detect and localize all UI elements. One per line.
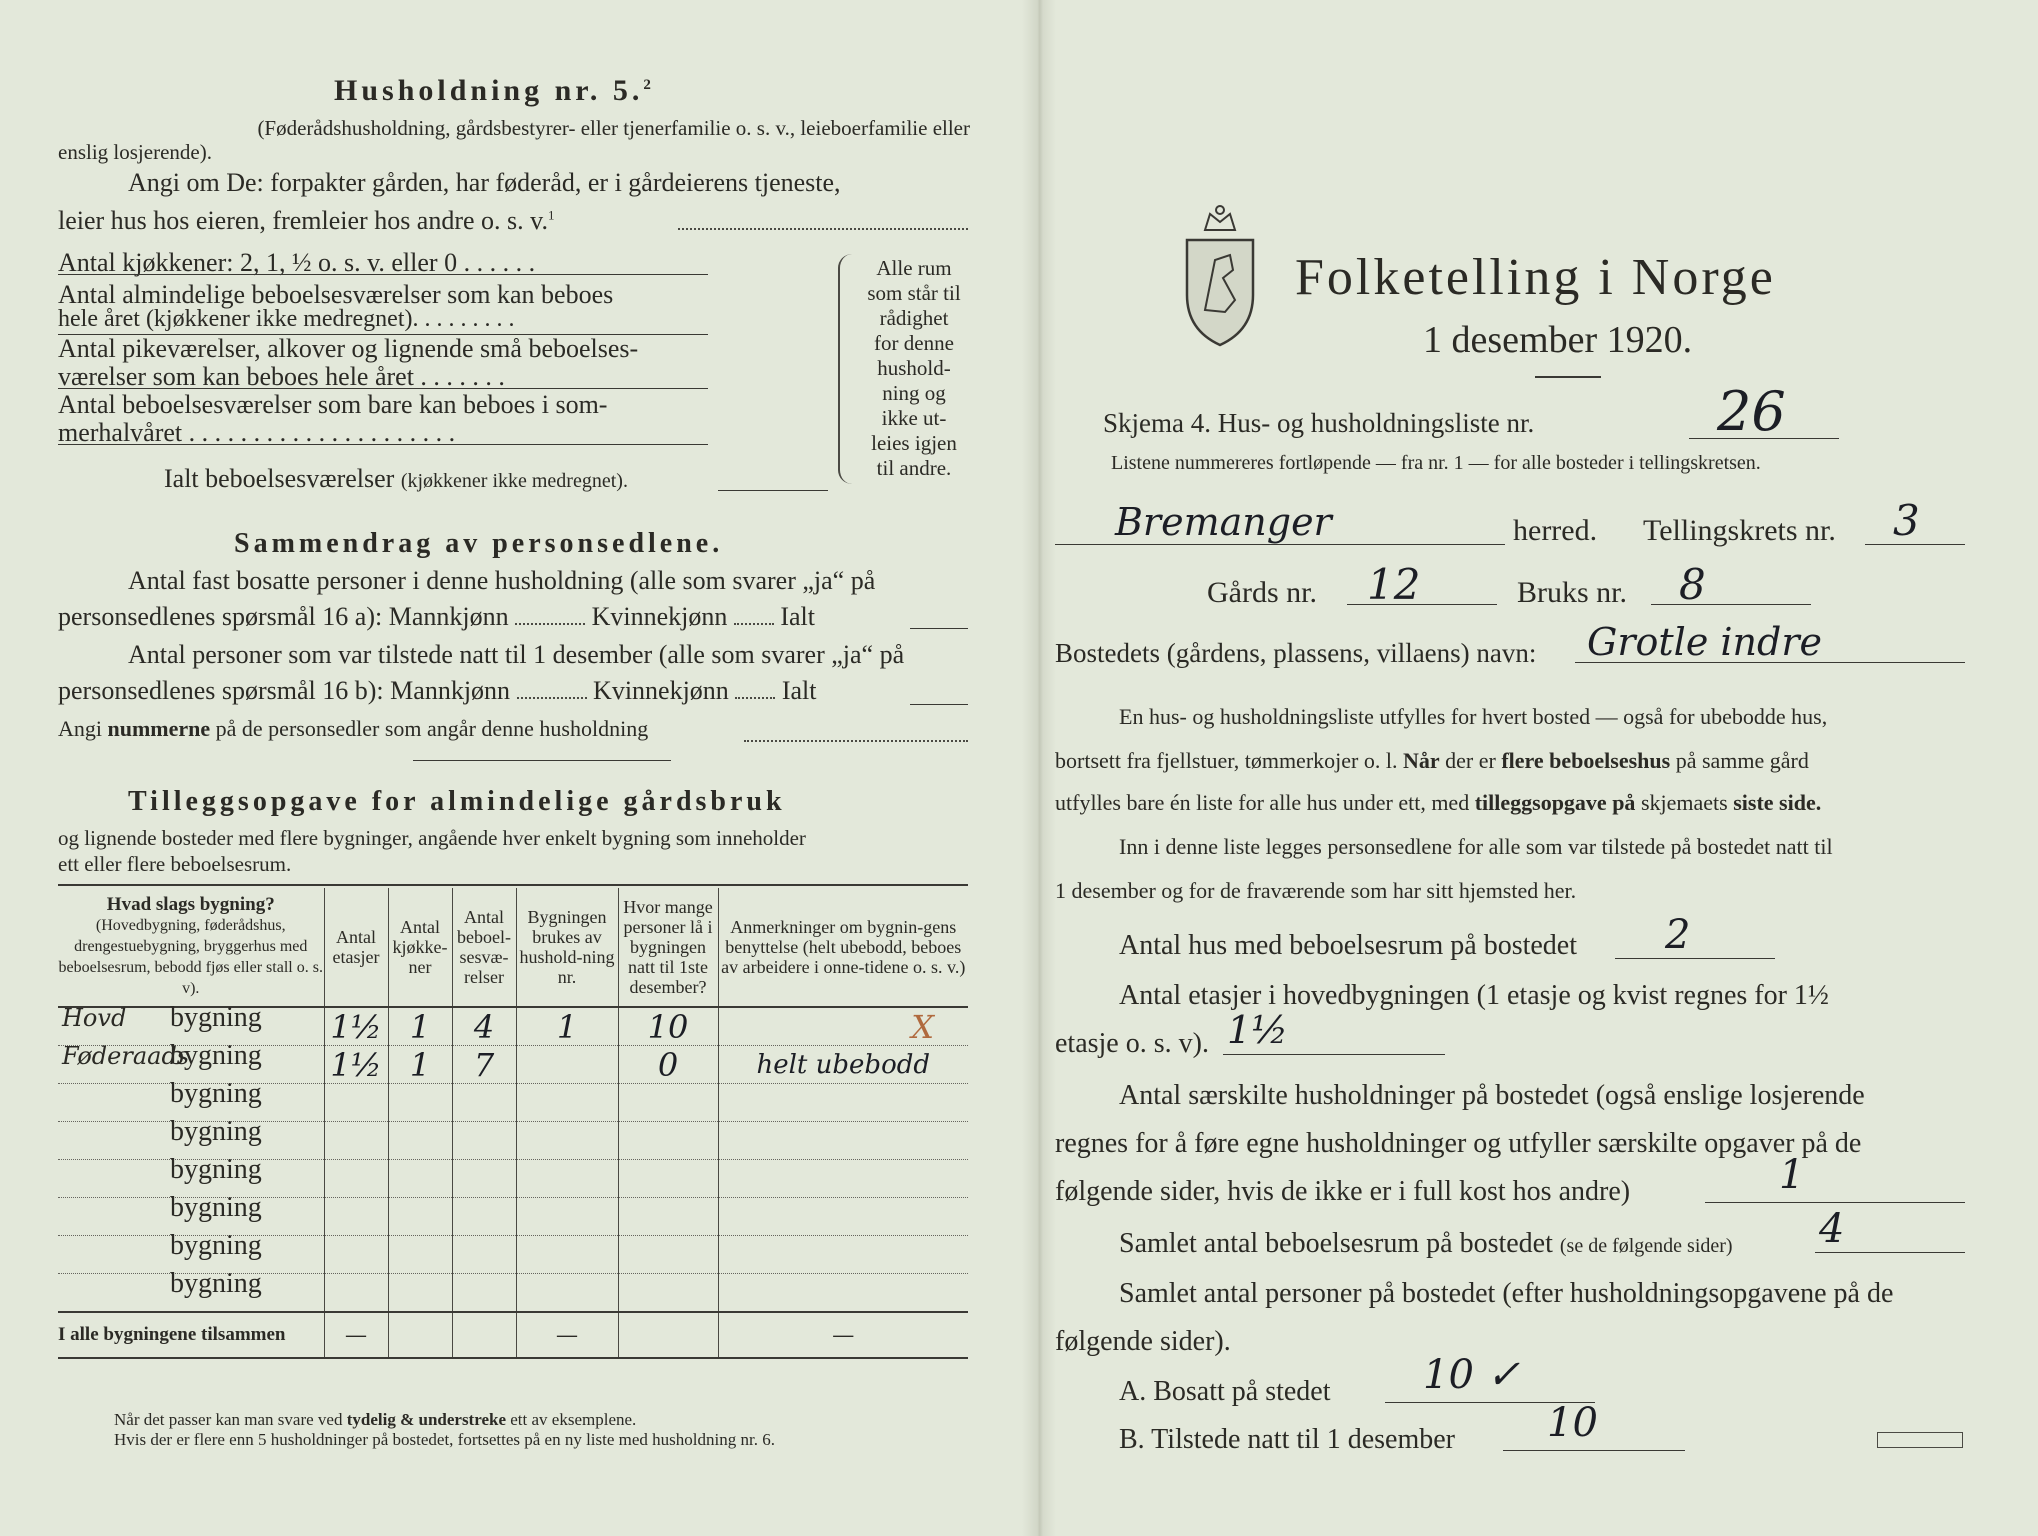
info-line-3d: siste side. bbox=[1733, 790, 1822, 815]
cell-kitchens bbox=[388, 1084, 452, 1122]
summary-male-label-2: personsedlenes spørsmål 16 b): Mannkjønn bbox=[58, 676, 511, 705]
rooms-note-line: rådighet bbox=[879, 306, 949, 330]
total-household-no: — bbox=[516, 1312, 618, 1358]
info-line-2c: der er bbox=[1445, 748, 1496, 773]
rooms-note-line: Alle rum bbox=[876, 256, 952, 280]
total-row-label: I alle bygningene tilsammen bbox=[58, 1312, 324, 1358]
row-label-cell bbox=[58, 1268, 324, 1313]
page-fold bbox=[1022, 0, 1056, 1536]
q-rooms-value: 4 bbox=[1819, 1206, 1845, 1252]
summary-male-label: personsedlenes spørsmål 16 a): Mannkjønn bbox=[58, 602, 509, 631]
cell-kitchens bbox=[388, 1236, 452, 1274]
total-rooms-note: (kjøkkener ikke medregnet). bbox=[400, 470, 628, 492]
row-building-name: Hovd bbox=[62, 1004, 127, 1032]
extra-line-1: og lignende bosteder med flere bygninger, angående hver enkelt bygning som inneholder bbox=[58, 826, 806, 850]
row-label: bygning bbox=[170, 1154, 262, 1185]
cell-persons bbox=[618, 1160, 718, 1198]
small-rooms-line bbox=[58, 388, 708, 389]
row-label: bygning bbox=[170, 1268, 262, 1299]
col-remarks: Anmerkninger om bygnin-gens benyttelse (helt ubebodd, beboes av arbeidere i onne-tidene o. s. v.) bbox=[718, 888, 968, 1007]
census-title: Folketelling i Norge bbox=[1295, 249, 1776, 306]
cell-household-no bbox=[516, 1084, 618, 1122]
angi-line-2-sup: 1 bbox=[547, 207, 555, 223]
q-rooms-label-text: Samlet antal beboelsesrum på bostedet bbox=[1119, 1228, 1553, 1259]
cell-remarks: helt ubebodd bbox=[718, 1046, 968, 1084]
cell-persons bbox=[618, 1122, 718, 1160]
cell-household-no bbox=[516, 1122, 618, 1160]
cell-remarks bbox=[718, 1274, 968, 1313]
footnote-1a: Når det passer kan man svare ved bbox=[114, 1410, 343, 1429]
col-household-no: Bygningen brukes av hushold-ning nr. bbox=[516, 888, 618, 1007]
extra-title: Tilleggsopgave for almindelige gårdsbruk bbox=[128, 786, 786, 817]
cell-rooms bbox=[452, 1198, 516, 1236]
bruks-value: 8 bbox=[1679, 560, 1706, 609]
small-rooms-label: Antal pikeværelser, alkover og lignende små beboelses- bbox=[58, 334, 639, 363]
list-note: Listene nummereres fortløpende — fra nr. 1 — for alle bosteder i tellingskretsen. bbox=[1111, 452, 1761, 474]
cell-floors bbox=[324, 1236, 388, 1274]
cell-rooms bbox=[452, 1236, 516, 1274]
cell-kitchens bbox=[388, 1160, 452, 1198]
right-page bbox=[1055, 0, 1965, 1536]
cell-floors: 1½ bbox=[324, 1046, 388, 1084]
q-houses-label: Antal hus med beboelsesrum på bostedet bbox=[1119, 930, 1578, 961]
cell-rooms bbox=[452, 1160, 516, 1198]
household-title bbox=[334, 74, 655, 108]
cell-household-no bbox=[516, 1198, 618, 1236]
table-top-line bbox=[58, 884, 968, 886]
rooms-note-line: leies igjen bbox=[871, 431, 957, 455]
row-label: bygning bbox=[170, 1078, 262, 1109]
bruks-line bbox=[1651, 604, 1811, 605]
info-line-3c: skjemaets bbox=[1640, 790, 1728, 815]
summary-female-label: Kvinnekjønn bbox=[591, 602, 728, 631]
summary-numbers-line bbox=[744, 740, 968, 742]
rooms-note-line: ning og bbox=[882, 381, 946, 405]
summary-total-label: Ialt bbox=[780, 602, 816, 631]
cell-remarks: X bbox=[718, 1007, 968, 1046]
info-line-3 bbox=[1055, 790, 1821, 816]
q-rooms-note: (se de følgende sider) bbox=[1559, 1235, 1733, 1257]
extra-line-2: ett eller flere beboelsesrum. bbox=[58, 852, 292, 876]
cell-household-no: 1 bbox=[516, 1007, 618, 1046]
col-kitchens: Antal kjøkke-ner bbox=[388, 888, 452, 1007]
q-persons-label: Samlet antal personer på bostedet (efter husholdningsopgavene på de bbox=[1119, 1278, 1894, 1309]
footnote-1c: ett av eksemplene. bbox=[510, 1410, 637, 1429]
info-line-4: Inn i denne liste legges personsedlene for alle som var tilstede på bostedet natt til bbox=[1119, 834, 1833, 859]
kitchens-line bbox=[58, 274, 708, 275]
total-rooms-label-text: Ialt beboelsesværelser bbox=[164, 464, 395, 493]
herred-label: herred. bbox=[1513, 514, 1598, 547]
summary-female-label-2: Kvinnekjønn bbox=[593, 676, 729, 705]
summary-title: Sammendrag av personsedlene. bbox=[234, 528, 724, 559]
q-present-line bbox=[1503, 1450, 1685, 1451]
krets-label: Tellingskrets nr. bbox=[1643, 514, 1836, 547]
total-persons bbox=[618, 1312, 718, 1358]
krets-value: 3 bbox=[1893, 496, 1920, 545]
q-floors-value: 1½ bbox=[1227, 1008, 1289, 1052]
date-separator bbox=[1535, 376, 1601, 378]
q-resident-label: A. Bosatt på stedet bbox=[1119, 1376, 1331, 1407]
summary-line-5 bbox=[58, 716, 648, 742]
total-floors: — bbox=[324, 1312, 388, 1358]
cell-rooms: 7 bbox=[452, 1046, 516, 1084]
gards-value: 12 bbox=[1367, 560, 1421, 609]
rooms-note-line: til andre. bbox=[876, 456, 952, 480]
cell-remarks bbox=[718, 1160, 968, 1198]
q-households-label-3: følgende sider, hvis de ikke er i full kost hos andre) bbox=[1055, 1176, 1631, 1207]
total-rooms bbox=[452, 1312, 516, 1358]
household-intro-1: (Føderådshusholdning, gårdsbestyrer- eller tjenerfamilie o. s. v., leieboerfamilie eller bbox=[257, 116, 970, 140]
q-present-label: B. Tilstede natt til 1 desember bbox=[1119, 1424, 1455, 1455]
cell-kitchens: 1 bbox=[388, 1007, 452, 1046]
rooms-count-label-2: hele året (kjøkkener ikke medregnet). . . . . . . . . bbox=[58, 306, 515, 332]
cell-persons: 10 bbox=[618, 1007, 718, 1046]
col-persons: Hvor mange personer lå i bygningen natt til 1ste desember? bbox=[618, 888, 718, 1007]
rooms-note-line: ikke ut- bbox=[881, 406, 947, 430]
summer-rooms-label-2: merhalvåret . . . . . . . . . . . . . . . . . . . . . bbox=[58, 418, 456, 447]
q-rooms-label bbox=[1119, 1228, 1733, 1260]
col-rooms: Antal beboel-sesvæ-relser bbox=[452, 888, 516, 1007]
footnote-1b: tydelig & understreke bbox=[346, 1410, 507, 1429]
q-houses-line bbox=[1615, 958, 1775, 959]
bosted-label: Bostedets (gårdens, plassens, villaens) navn: bbox=[1055, 638, 1537, 668]
gards-label: Gårds nr. bbox=[1207, 576, 1317, 609]
cell-household-no bbox=[516, 1046, 618, 1084]
row-label: bygning bbox=[170, 1040, 262, 1071]
cell-floors bbox=[324, 1084, 388, 1122]
q-households-label: Antal særskilte husholdninger på bostedet (også enslige losjerende bbox=[1119, 1080, 1865, 1111]
q-rooms-line bbox=[1815, 1252, 1965, 1253]
cell-kitchens bbox=[388, 1198, 452, 1236]
cell-rooms: 4 bbox=[452, 1007, 516, 1046]
household-title-sup: 2 bbox=[643, 77, 655, 93]
q-households-value: 1 bbox=[1779, 1152, 1805, 1198]
q-floors-line bbox=[1223, 1054, 1445, 1055]
total-remarks: — bbox=[718, 1312, 968, 1358]
angi-line-1: Angi om De: forpakter gården, har føderåd, er i gårdeierens tjeneste, bbox=[128, 168, 841, 197]
info-line-1: En hus- og husholdningsliste utfylles for hvert bosted — også for ubebodde hus, bbox=[1119, 704, 1828, 729]
cell-persons: 0 bbox=[618, 1046, 718, 1084]
small-rooms-label-2: værelser som kan beboes hele året . . . . . . . bbox=[58, 362, 505, 391]
angi-line-2-text: leier hus hos eieren, fremleier hos andre o. s. v. bbox=[58, 206, 548, 235]
cell-persons bbox=[618, 1198, 718, 1236]
info-line-3a: utfylles bare én liste for alle hus under ett, med bbox=[1055, 790, 1470, 815]
q-resident-value: 10 ✓ bbox=[1423, 1352, 1521, 1398]
rooms-count-label: Antal almindelige beboelsesværelser som kan beboes bbox=[58, 280, 614, 309]
angi-answer-line bbox=[678, 228, 968, 230]
cell-rooms bbox=[452, 1122, 516, 1160]
household-title-text: Husholdning nr. 5. bbox=[334, 74, 644, 107]
bosted-value: Grotle indre bbox=[1587, 620, 1822, 664]
info-line-2e: på samme gård bbox=[1675, 748, 1809, 773]
q-households-label-2: regnes for å føre egne husholdninger og utfyller særskilte opgaver på de bbox=[1055, 1128, 1862, 1159]
building-table bbox=[58, 888, 968, 1359]
kitchens-count-label: Antal kjøkkener: 2, 1, ½ o. s. v. eller 0 . . . . . . bbox=[58, 248, 536, 277]
census-date: 1 desember 1920. bbox=[1423, 319, 1693, 361]
summary-angi: Angi bbox=[58, 716, 102, 741]
rooms-note-line: som står til bbox=[867, 281, 961, 305]
angi-line-2 bbox=[58, 206, 554, 236]
cell-remarks bbox=[718, 1084, 968, 1122]
summary-total-label-2: Ialt bbox=[781, 676, 817, 705]
row-label: bygning bbox=[170, 1002, 262, 1033]
info-line-2a: bortsett fra fjellstuer, tømmerkojer o. l. bbox=[1055, 748, 1398, 773]
cell-floors bbox=[324, 1160, 388, 1198]
summary-total-line-2 bbox=[910, 704, 968, 705]
col-floors: Antal etasjer bbox=[324, 888, 388, 1007]
cell-floors: 1½ bbox=[324, 1007, 388, 1046]
summary-line-2 bbox=[58, 602, 815, 632]
table-row bbox=[58, 1274, 968, 1313]
summary-separator bbox=[413, 760, 671, 761]
printer-stamp bbox=[1877, 1432, 1963, 1448]
coat-of-arms-icon bbox=[1175, 200, 1265, 350]
rooms-note-line: for denne bbox=[874, 331, 954, 355]
cell-kitchens: 1 bbox=[388, 1046, 452, 1084]
info-line-3b: tilleggsopgave på bbox=[1474, 790, 1636, 815]
q-floors-label-2: etasje o. s. v). bbox=[1055, 1028, 1209, 1059]
summary-line-3: Antal personer som var tilstede natt til 1 desember (alle som svarer „ja“ på bbox=[128, 640, 905, 669]
info-line-5: 1 desember og for de fraværende som har sitt hjemsted her. bbox=[1055, 878, 1577, 903]
summary-nummerne: nummerne bbox=[107, 716, 211, 741]
rooms-note bbox=[858, 256, 970, 481]
summary-line-1: Antal fast bosatte personer i denne husholdning (alle som svarer „ja“ på bbox=[128, 566, 876, 595]
cell-rooms bbox=[452, 1084, 516, 1122]
cell-rooms bbox=[452, 1274, 516, 1313]
summary-total-line bbox=[910, 628, 968, 629]
footnote-1 bbox=[114, 1410, 636, 1430]
summary-line-4 bbox=[58, 676, 816, 706]
info-line-2d: flere beboelseshus bbox=[1501, 748, 1671, 773]
cell-kitchens bbox=[388, 1274, 452, 1313]
cell-persons bbox=[618, 1236, 718, 1274]
table-total-row bbox=[58, 1312, 968, 1358]
herred-line bbox=[1055, 544, 1505, 545]
total-kitchens bbox=[388, 1312, 452, 1358]
q-households-line bbox=[1705, 1202, 1965, 1203]
cell-remarks bbox=[718, 1198, 968, 1236]
cell-household-no bbox=[516, 1236, 618, 1274]
footnote-2: Hvis der er flere enn 5 husholdninger på bostedet, fortsettes på en ny liste med husholdning nr. 6. bbox=[114, 1430, 775, 1449]
row-label: bygning bbox=[170, 1192, 262, 1223]
household-intro-2: enslig losjerende). bbox=[58, 140, 212, 164]
cell-remarks bbox=[718, 1236, 968, 1274]
building-table-header bbox=[58, 888, 968, 1007]
cell-household-no bbox=[516, 1160, 618, 1198]
info-line-2 bbox=[1055, 748, 1809, 774]
rooms-note-line: hushold- bbox=[877, 356, 951, 380]
col-building-type-note: (Hovedbygning, føderådshus, drengestuebygning, bryggerhus med beboelsesrum, bebodd fjøs eller stall o. s. v). bbox=[58, 917, 323, 997]
cell-floors bbox=[324, 1198, 388, 1236]
cell-kitchens bbox=[388, 1122, 452, 1160]
q-present-value: 10 bbox=[1547, 1400, 1598, 1446]
herred-value: Bremanger bbox=[1115, 500, 1332, 544]
col-building-type-title: Hvad slags bygning? bbox=[106, 894, 275, 915]
summer-rooms-label: Antal beboelsesværelser som bare kan beboes i som- bbox=[58, 390, 608, 419]
schema-number: 26 bbox=[1717, 380, 1786, 443]
total-rooms-line bbox=[718, 490, 828, 491]
summary-angi-rest: på de personsedler som angår denne husholdning bbox=[215, 716, 649, 741]
cell-floors bbox=[324, 1274, 388, 1313]
q-houses-value: 2 bbox=[1665, 912, 1691, 958]
cell-household-no bbox=[516, 1274, 618, 1313]
q-persons-label-2: følgende sider). bbox=[1055, 1326, 1231, 1357]
col-building-type bbox=[58, 888, 324, 1007]
bruks-label: Bruks nr. bbox=[1517, 576, 1628, 609]
row-label: bygning bbox=[170, 1116, 262, 1147]
row-label: bygning bbox=[170, 1230, 262, 1261]
cell-persons bbox=[618, 1274, 718, 1313]
summer-rooms-line bbox=[58, 444, 708, 445]
total-rooms-label bbox=[164, 464, 628, 494]
cell-floors bbox=[324, 1122, 388, 1160]
row-building-name: Føderaads bbox=[62, 1042, 190, 1070]
schema-label: Skjema 4. Hus- og husholdningsliste nr. bbox=[1103, 408, 1535, 438]
cell-remarks bbox=[718, 1122, 968, 1160]
left-page bbox=[58, 0, 970, 1536]
info-line-2b: Når bbox=[1402, 748, 1440, 773]
cell-persons bbox=[618, 1084, 718, 1122]
q-floors-label: Antal etasjer i hovedbygningen (1 etasje og kvist regnes for 1½ bbox=[1119, 980, 1829, 1011]
